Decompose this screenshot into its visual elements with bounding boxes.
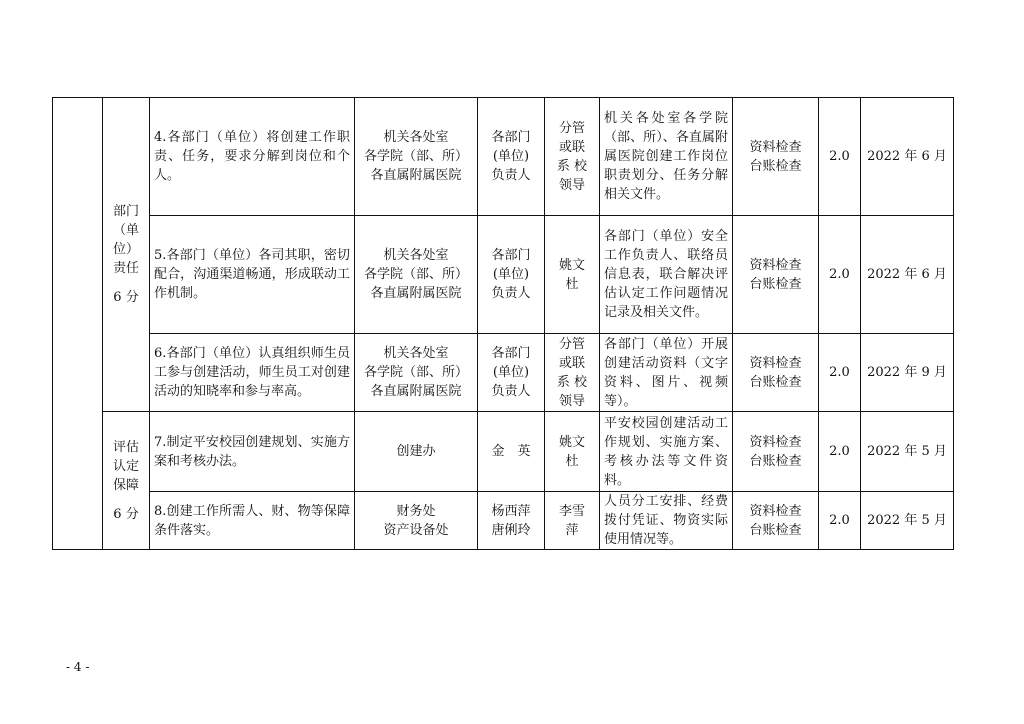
score-cell: 2.0 — [819, 412, 861, 492]
leader-cell: 姚文 杜 — [545, 412, 600, 492]
dept-cell: 创建办 — [355, 412, 478, 492]
date-cell: 2022 年 6 月 — [861, 216, 954, 334]
owner-cell: 各部门 (单位) 负责人 — [478, 334, 545, 412]
owner-cell: 杨西萍 唐俐玲 — [478, 492, 545, 550]
leader-cell: 分管 或联 系 校 领导 — [545, 334, 600, 412]
item-cell: 6.各部门（单位）认真组织师生员工参与创建活动，师生员工对创建活动的知晓率和参与率高。 — [150, 334, 355, 412]
evidence-cell: 机关各处室各学院（部、所）、各直属附属医院创建工作岗位职责划分、任务分解相关文件。 — [600, 98, 733, 216]
date-cell: 2022 年 6 月 — [861, 98, 954, 216]
table-row — [53, 334, 954, 412]
category-assessment-cell — [103, 412, 150, 550]
evidence-cell: 人员分工安排、经费拨付凭证、物资实际使用情况等。 — [600, 492, 733, 550]
method-cell: 资料检查 台账检查 — [733, 216, 819, 334]
category-score: 6 分 — [113, 290, 139, 305]
score-cell: 2.0 — [819, 216, 861, 334]
table-row — [53, 98, 954, 216]
category-line: 部门 — [112, 204, 139, 219]
category-score: 6 分 — [113, 506, 139, 522]
blank-category-cell — [53, 98, 103, 550]
owner-cell: 各部门 (单位) 负责人 — [478, 216, 545, 334]
page-number: - 4 - — [66, 660, 90, 674]
category-department-cell — [103, 98, 150, 412]
method-cell: 资料检查 台账检查 — [733, 334, 819, 412]
leader-cell: 李雪 萍 — [545, 492, 600, 550]
evidence-cell: 平安校园创建活动工作规划、实施方案、考核办法等文件资料。 — [600, 412, 733, 492]
dept-cell: 机关各处室 各学院（部、所） 各直属附属医院 — [355, 216, 478, 334]
evaluation-table — [52, 97, 954, 550]
owner-cell: 各部门 (单位) 负责人 — [478, 98, 545, 216]
category-line: 保障 — [112, 477, 139, 493]
item-cell: 8.创建工作所需人、财、物等保障条件落实。 — [150, 492, 355, 550]
owner-cell: 金 英 — [478, 412, 545, 492]
dept-cell: 机关各处室 各学院（部、所） 各直属附属医院 — [355, 334, 478, 412]
score-cell: 2.0 — [819, 98, 861, 216]
leader-cell: 分管 或联 系 校 领导 — [545, 98, 600, 216]
dept-cell: 财务处 资产设备处 — [355, 492, 478, 550]
date-cell: 2022 年 5 月 — [861, 412, 954, 492]
item-cell: 7.制定平安校园创建规划、实施方案和考核办法。 — [150, 412, 355, 492]
method-cell: 资料检查 台账检查 — [733, 412, 819, 492]
leader-cell: 姚文 杜 — [545, 216, 600, 334]
table-row — [53, 492, 954, 550]
evidence-cell: 各部门（单位）开展创建活动资料（文字资料、图片、视频等）。 — [600, 334, 733, 412]
table-row — [53, 412, 954, 492]
date-cell: 2022 年 5 月 — [861, 492, 954, 550]
score-cell: 2.0 — [819, 492, 861, 550]
category-line: 认定 — [112, 458, 139, 474]
date-cell: 2022 年 9 月 — [861, 334, 954, 412]
score-cell: 2.0 — [819, 334, 861, 412]
table-row — [53, 216, 954, 334]
category-line: 评估 — [112, 439, 139, 455]
category-line: （单 — [112, 223, 139, 238]
item-cell: 5.各部门（单位）各司其职，密切配合，沟通渠道畅通，形成联动工作机制。 — [150, 216, 355, 334]
item-cell: 4.各部门（单位）将创建工作职责、任务，要求分解到岗位和个人。 — [150, 98, 355, 216]
dept-cell: 机关各处室 各学院（部、所） 各直属附属医院 — [355, 98, 478, 216]
method-cell: 资料检查 台账检查 — [733, 492, 819, 550]
category-line: 位） — [112, 242, 139, 257]
category-line: 责任 — [112, 261, 139, 276]
method-cell: 资料检查 台账检查 — [733, 98, 819, 216]
evidence-cell: 各部门（单位）安全工作负责人、联络员信息表，联合解决评估认定工作问题情况记录及相关文件。 — [600, 216, 733, 334]
